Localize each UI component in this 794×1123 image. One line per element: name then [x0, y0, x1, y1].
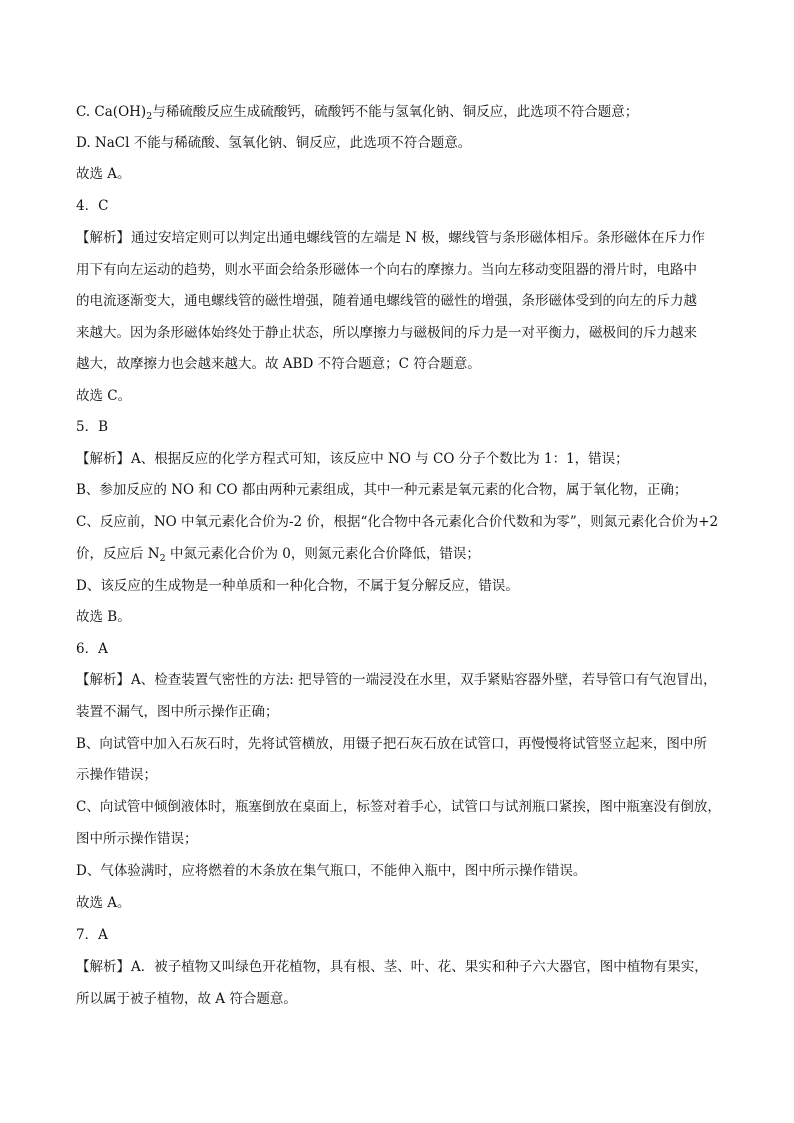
analysis-label: 【解析】 [76, 672, 130, 688]
paragraph-line: C、向试管中倾倒液体时，瓶塞倒放在桌面上，标签对着手心，试管口与试剂瓶口紧挨，图中瓶塞没有倒放， [76, 799, 721, 815]
paragraph-line: 故选 A。 [76, 895, 131, 911]
paragraph-line: 装置不漏气，图中所示操作正确； [76, 704, 279, 720]
paragraph-line: D、该反应的生成物是一种单质和一种化合物，不属于复分解反应，错误。 [76, 578, 519, 594]
paragraph-line: B、参加反应的 NO 和 CO 都由两种元素组成，其中一种元素是氧元素的化合物，属于氧化物，正确； [76, 482, 688, 498]
question-answer-heading: 6．A [76, 641, 108, 657]
analysis-label: 【解析】 [76, 959, 130, 975]
paragraph-line: 【解析】A、检查装置气密性的方法: 把导管的一端浸没在水里，双手紧贴容器外壁，若导管口有气泡冒出， [76, 672, 717, 688]
question-answer-heading: 5．B [76, 419, 109, 435]
paragraph-line: 故选 A。 [76, 166, 131, 182]
paragraph-line: C、反应前，NO 中氧元素化合价为-2 价，根据“化合物中各元素化合价代数和为零”，则氮元素化合价为+2 [76, 514, 719, 530]
paragraph-line: D、气体验满时，应将燃着的木条放在集气瓶口，不能伸入瓶中，图中所示操作错误。 [76, 863, 587, 879]
question-answer-heading: 7．A [76, 927, 108, 943]
paragraph-line: D. NaCl 不能与稀硫酸、氢氧化钠、铜反应，此选项不符合题意。 [76, 135, 472, 151]
question-answer-heading: 4．C [76, 198, 109, 214]
paragraph-line: 故选 C。 [76, 388, 132, 404]
analysis-label: 【解析】 [76, 230, 130, 246]
paragraph-line: C. $Ca(OH)_2$与稀硫酸反应生成硫酸钙，硫酸钙不能与氢氧化钠、铜反应，此选项不符合题意； [76, 104, 639, 122]
paragraph-line: 用下有向左运动的趋势，则水平面会给条形磁体一个向右的摩擦力。当向左移动变阻器的滑片时，电路中 [76, 262, 697, 278]
paragraph-line: 图中所示操作错误； [76, 831, 198, 847]
paragraph-line: 的电流逐渐变大，通电螺线管的磁性增强，随着通电螺线管的磁性的增强，条形磁体受到的向左的斥力越 [76, 293, 697, 309]
paragraph-line: 【解析】通过安培定则可以判定出通电螺线管的左端是 N 极，螺线管与条形磁体相斥。条形磁体在斥力作 [76, 230, 705, 246]
paragraph-line: 来越大。因为条形磁体始终处于静止状态，所以摩擦力与磁极间的斥力是一对平衡力，磁极间的斥力越来 [76, 325, 697, 341]
paragraph-line: 【解析】A、根据反应的化学方程式可知，该反应中 NO 与 CO 分子个数比为 1：1，错误； [76, 451, 629, 467]
paragraph-line: 【解析】A．被子植物又叫绿色开花植物，具有根、茎、叶、花、果实和种子六大器官，图中植物有果实， [76, 959, 708, 975]
paragraph-line: 示操作错误； [76, 767, 157, 783]
analysis-label: 【解析】 [76, 451, 130, 467]
paragraph-line: 越大，故摩擦力也会越来越大。故 ABD 不符合题意；C 符合题意。 [76, 356, 481, 372]
paragraph-line: 故选 B。 [76, 609, 131, 625]
paragraph-line: 价，反应后 $N_2$ 中氮元素化合价为 0，则氮元素化合价降低，错误； [76, 546, 480, 564]
paragraph-line: B、向试管中加入石灰石时，先将试管横放，用镊子把石灰石放在试管口，再慢慢将试管竖立起来，图中所 [76, 736, 707, 752]
paragraph-line: 所以属于被子植物，故 A 符合题意。 [76, 991, 297, 1007]
